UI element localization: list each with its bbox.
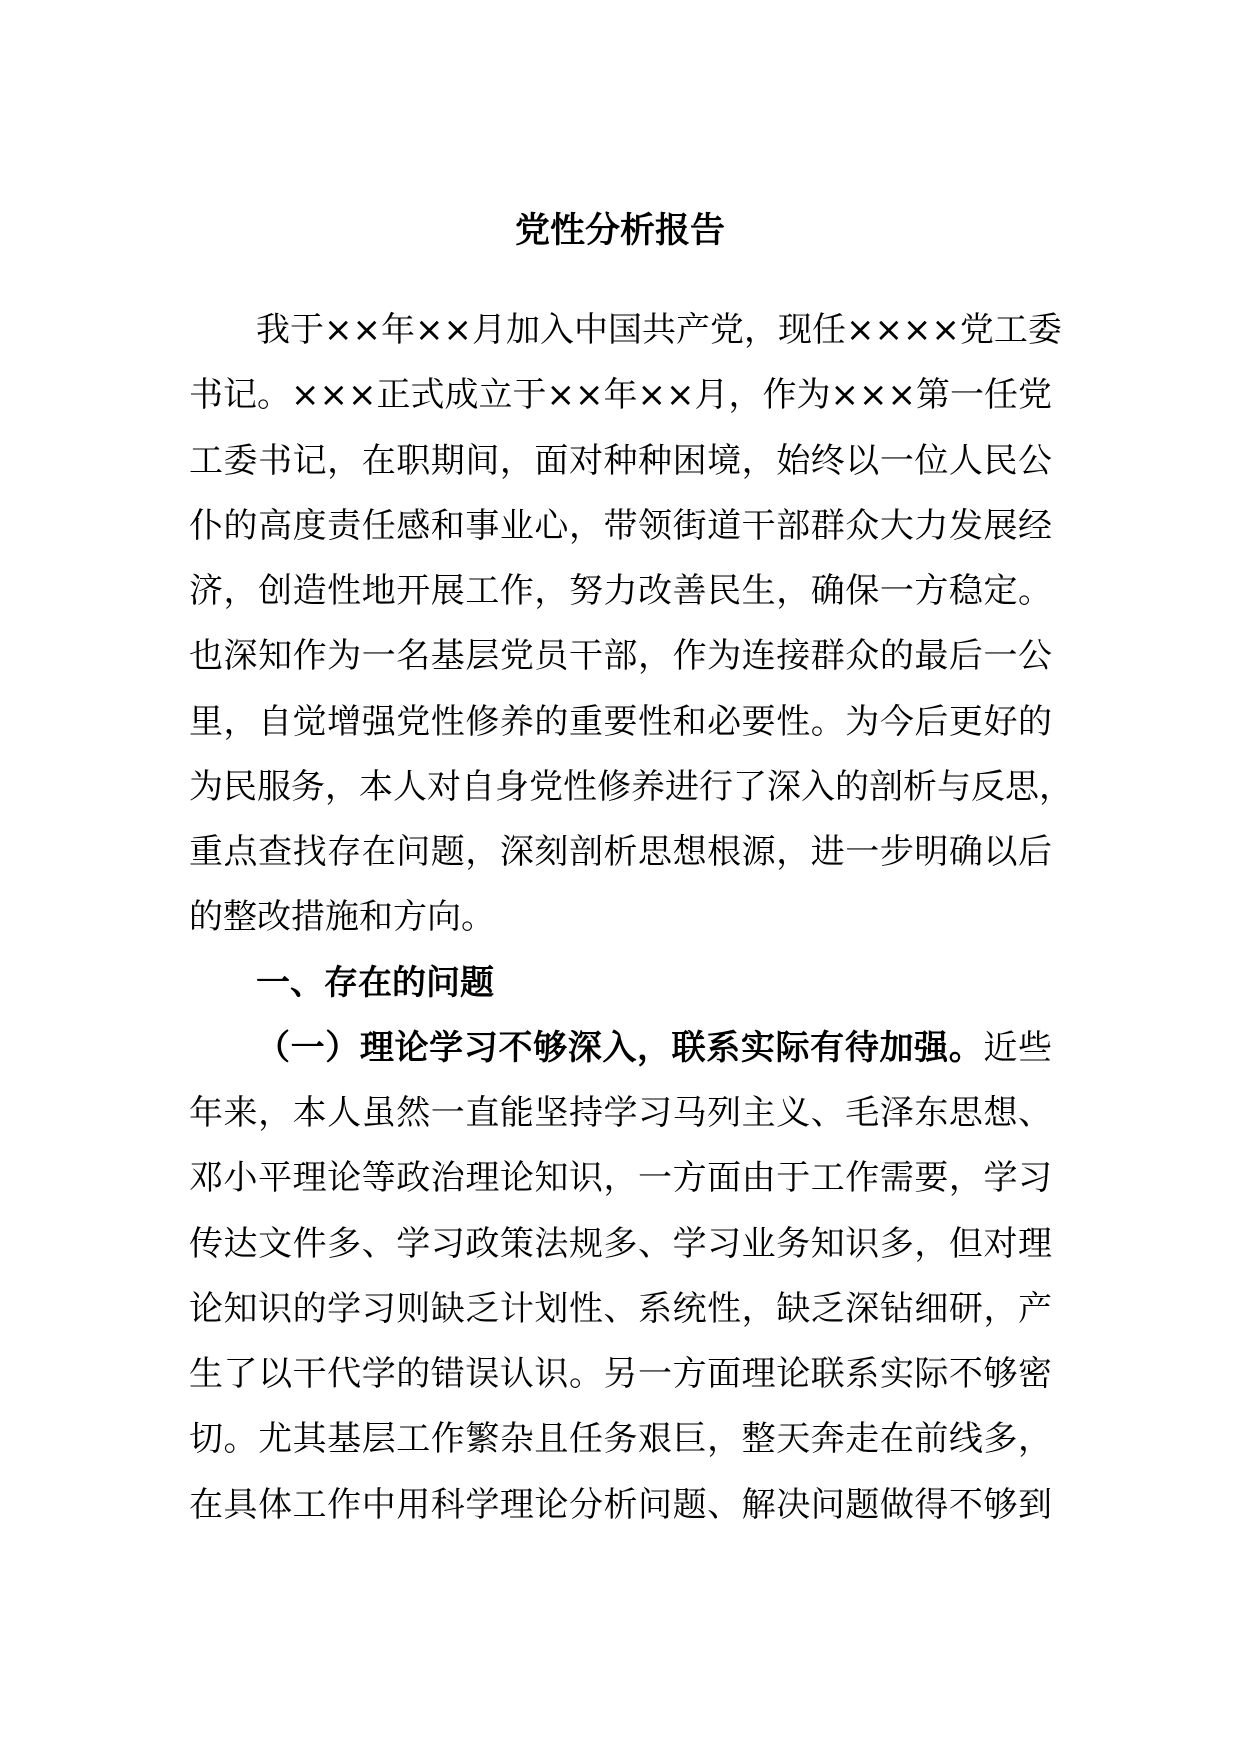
text-line: 论知识的学习则缺乏计划性、系统性，缺乏深钻细研，产 xyxy=(189,1288,1052,1329)
text-line: 的整改措施和方向。 xyxy=(189,897,495,938)
text-line: 为民服务，本人对自身党性修养进行了深入的剖析与反思， xyxy=(189,766,1073,807)
document-title: 党性分析报告 xyxy=(514,211,725,251)
text-line: 工委书记，在职期间，面对种种困境，始终以一位人民公 xyxy=(189,440,1052,481)
text-line: 在具体工作中用科学理论分析问题、解决问题做得不够到 xyxy=(189,1484,1052,1525)
text-line: 生了以干代学的错误认识。另一方面理论联系实际不够密 xyxy=(189,1354,1052,1394)
text-line: 我于××年××月加入中国共产党，现任××××党工委 xyxy=(256,310,1062,350)
text-line: 传达文件多、学习政策法规多、学习业务知识多，但对理 xyxy=(189,1223,1052,1264)
text-line: 也深知作为一名基层党员干部，作为连接群众的最后一公 xyxy=(189,636,1052,677)
text-line: 济，创造性地开展工作，努力改善民生，确保一方稳定。 xyxy=(189,571,1052,611)
text-line: 邓小平理论等政治理论知识，一方面由于工作需要，学习 xyxy=(189,1158,1052,1199)
subsection-heading: （一）理论学习不够深入，联系实际有待加强。 xyxy=(256,1027,984,1068)
text-line: 年来，本人虽然一直能坚持学习马列主义、毛泽东思想、 xyxy=(189,1093,1052,1133)
text-line: 书记。×××正式成立于××年××月，作为×××第一任党 xyxy=(189,375,1052,416)
text-line: 仆的高度责任感和事业心，带领街道干部群众大力发展经 xyxy=(189,505,1052,546)
text-line: 重点查找存在问题，深刻剖析思想根源，进一步明确以后 xyxy=(189,832,1052,872)
text-run: 近些 xyxy=(983,1027,1053,1068)
section-heading: 一、存在的问题 xyxy=(256,962,494,1003)
text-line xyxy=(256,1025,1052,1071)
text-line: 切。尤其基层工作繁杂且任务艰巨，整天奔走在前线多， xyxy=(189,1419,1052,1460)
text-line: 里，自觉增强党性修养的重要性和必要性。为今后更好的 xyxy=(189,701,1052,742)
